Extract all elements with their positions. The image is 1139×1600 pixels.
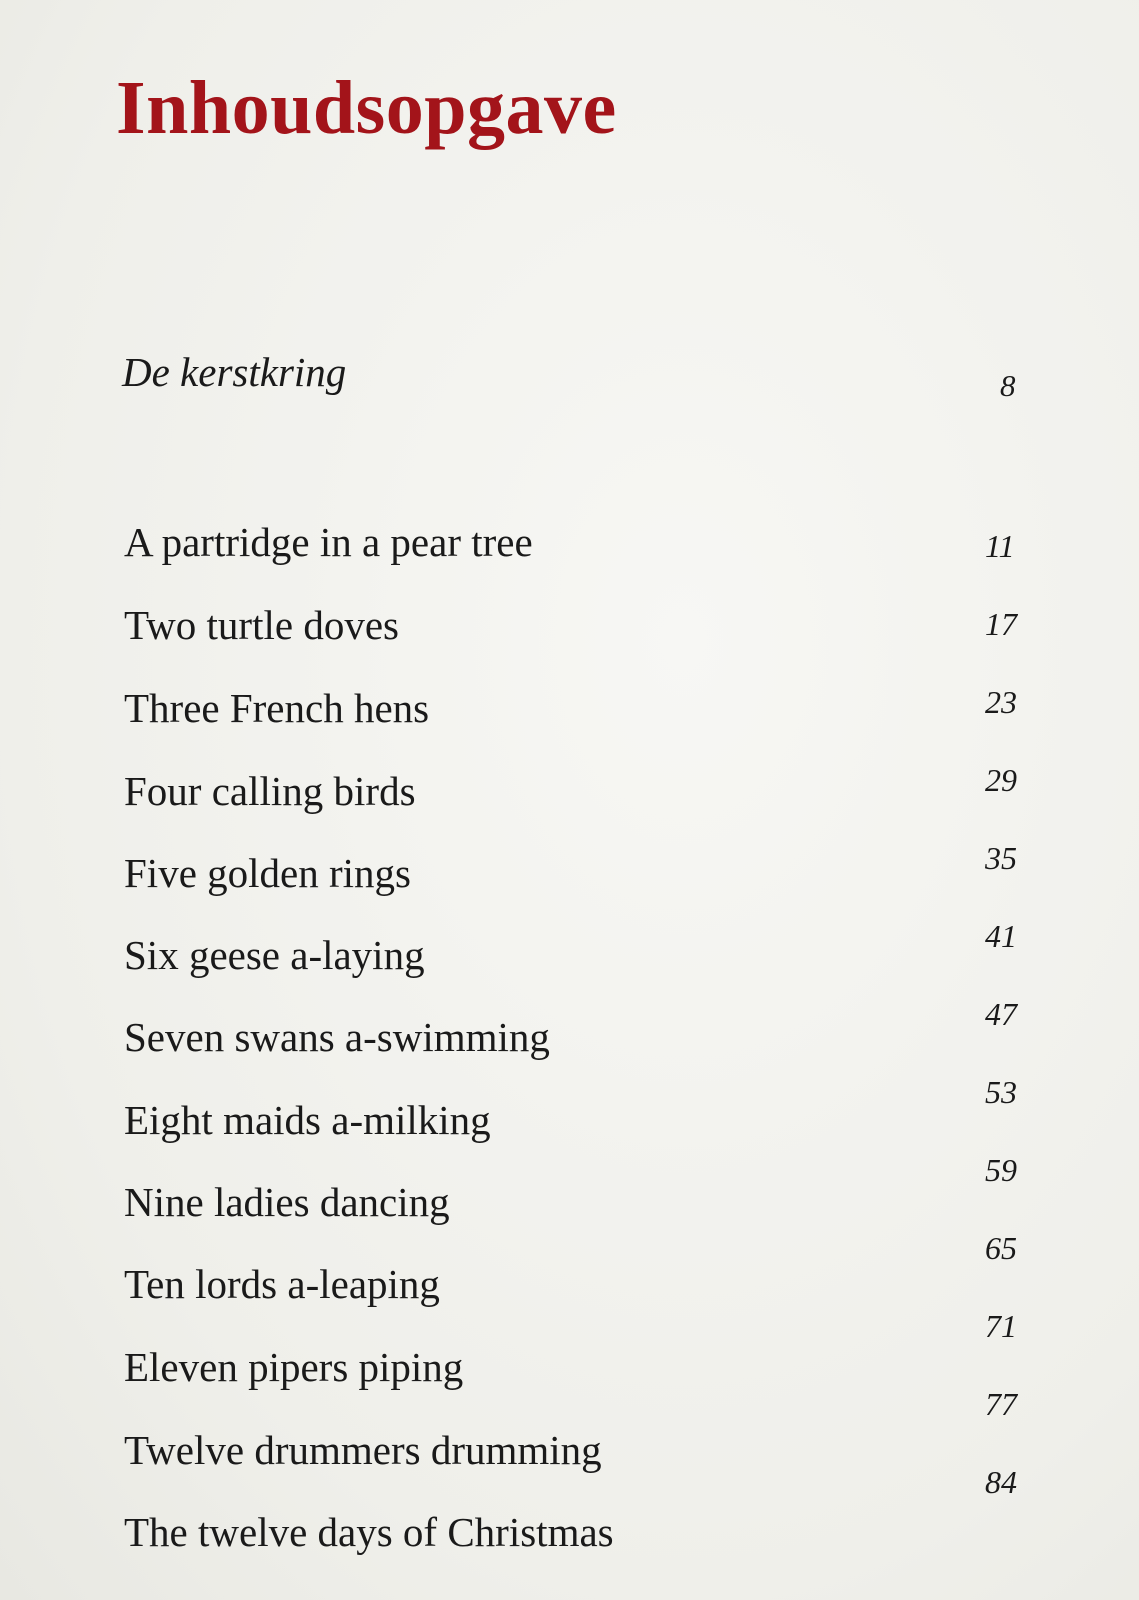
toc-entry-title: Nine ladies dancing bbox=[124, 1179, 450, 1225]
toc-entry-page: 11 bbox=[985, 528, 1015, 564]
toc-entry-title: Eleven pipers piping bbox=[124, 1344, 464, 1390]
section-page-number: 8 bbox=[1000, 368, 1016, 403]
toc-entry-title: Two turtle doves bbox=[124, 602, 399, 648]
toc-entry-page: 47 bbox=[985, 996, 1017, 1032]
toc-entry-title: Seven swans a-swimming bbox=[124, 1014, 550, 1060]
toc-entry-page: 84 bbox=[985, 1464, 1017, 1500]
toc-entry-page: 77 bbox=[985, 1386, 1017, 1422]
page-title: Inhoudsopgave bbox=[116, 66, 617, 150]
toc-entry-title: Eight maids a-milking bbox=[124, 1097, 491, 1143]
toc-entry-title: Four calling birds bbox=[124, 768, 416, 814]
toc-entry-title: The twelve days of Christmas bbox=[124, 1509, 614, 1555]
toc-entry-page: 65 bbox=[985, 1230, 1017, 1266]
toc-entry-title: Five golden rings bbox=[124, 850, 411, 896]
toc-entry-title: Ten lords a-leaping bbox=[124, 1261, 440, 1307]
toc-entry-page: 71 bbox=[985, 1308, 1017, 1344]
toc-entry-page: 59 bbox=[985, 1152, 1017, 1188]
toc-entry-title: A partridge in a pear tree bbox=[124, 519, 533, 565]
toc-entry-page: 35 bbox=[985, 840, 1017, 876]
toc-entry-page: 23 bbox=[985, 684, 1017, 720]
toc-entry-title: Twelve drummers drumming bbox=[124, 1427, 602, 1473]
section-title: De kerstkring bbox=[122, 349, 347, 395]
toc-entry-page: 53 bbox=[985, 1074, 1017, 1110]
toc-entry-title: Six geese a-laying bbox=[124, 932, 425, 978]
toc-entry-page: 41 bbox=[985, 918, 1017, 954]
toc-entry-page: 17 bbox=[985, 606, 1017, 642]
toc-entry-title: Three French hens bbox=[124, 685, 430, 731]
toc-entry-page: 29 bbox=[985, 762, 1017, 798]
